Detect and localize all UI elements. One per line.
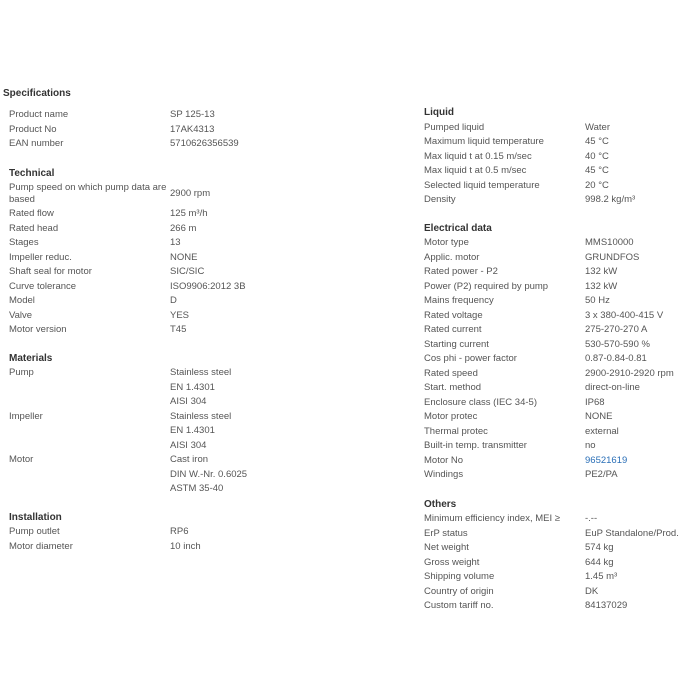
spec-label: Power (P2) required by pump — [424, 280, 549, 292]
spec-value: EuP Standalone/Prod. — [585, 527, 679, 539]
spec-row-motor — [9, 453, 294, 497]
spec-row — [424, 193, 700, 208]
spec-value-line: EN 1.4301 — [170, 381, 215, 393]
spec-value: 266 m — [170, 222, 197, 234]
spec-value: DK — [585, 585, 599, 597]
liquid-section — [424, 106, 700, 208]
spec-label: Gross weight — [424, 556, 480, 568]
spec-label: ErP status — [424, 527, 468, 539]
spec-label: Selected liquid temperature — [424, 179, 540, 191]
spec-value: 574 kg — [585, 542, 614, 553]
spec-row-pump — [9, 366, 294, 410]
spec-row — [424, 121, 700, 136]
spec-value: 17AK4313 — [170, 123, 215, 135]
spec-row — [424, 396, 700, 411]
spec-value: PE2/PA — [585, 469, 618, 480]
spec-value: SP 125-13 — [170, 109, 215, 120]
spec-value: 998.2 kg/m³ — [585, 194, 636, 205]
spec-value: 132 kW — [585, 266, 618, 277]
spec-label: Shipping volume — [424, 571, 495, 582]
spec-label: Motor No — [424, 454, 464, 466]
spec-row — [424, 556, 700, 571]
spec-row — [424, 381, 700, 396]
spec-label: Rated current — [424, 324, 482, 335]
spec-label: Rated voltage — [424, 309, 483, 321]
section-title-installation: Installation — [9, 511, 62, 523]
spec-value: direct-on-line — [585, 382, 640, 393]
spec-value: 45 °C — [585, 165, 609, 176]
spec-row — [9, 251, 294, 266]
spec-label: Maximum liquid temperature — [424, 136, 544, 147]
page-title: Specifications — [3, 88, 71, 99]
spec-value: 5710626356539 — [170, 138, 239, 149]
spec-label: Country of origin — [424, 585, 494, 597]
spec-label: Impeller reduc. — [9, 251, 72, 263]
spec-label: Product No — [9, 123, 57, 135]
spec-label: Motor diameter — [9, 540, 73, 552]
spec-value: -.-- — [585, 513, 598, 524]
spec-label: Motor type — [424, 237, 469, 248]
spec-label: Net weight — [424, 542, 469, 553]
spec-value: MMS10000 — [585, 237, 634, 248]
spec-row-motor-no — [424, 454, 700, 469]
spec-value: YES — [170, 309, 190, 321]
right-column — [424, 106, 700, 614]
spec-row — [424, 135, 700, 150]
spec-row — [424, 251, 700, 266]
installation-section — [9, 511, 294, 555]
spec-row — [9, 525, 294, 540]
spec-row — [9, 236, 294, 251]
spec-row — [9, 294, 294, 309]
spec-row — [424, 265, 700, 280]
spec-value: 0.87-0.84-0.81 — [585, 353, 647, 364]
spec-label: Thermal protec — [424, 425, 488, 437]
spec-row — [424, 425, 700, 440]
spec-label: Motor — [9, 454, 34, 465]
spec-value-line: ASTM 35-40 — [170, 483, 224, 494]
spec-label: Rated power - P2 — [424, 266, 498, 277]
spec-label: Product name — [9, 109, 69, 120]
spec-value: 50 Hz — [585, 295, 610, 306]
spec-value: SIC/SIC — [170, 266, 205, 277]
spec-row — [9, 309, 294, 324]
others-section — [424, 498, 700, 614]
spec-value-line: Stainless steel — [170, 410, 232, 422]
spec-row — [9, 265, 294, 280]
spec-label: Mains frequency — [424, 295, 494, 306]
spec-label: Rated head — [9, 222, 59, 234]
section-title-technical: Technical — [9, 167, 55, 179]
spec-value: 20 °C — [585, 179, 609, 191]
spec-value: NONE — [585, 411, 613, 422]
spec-label: Pumped liquid — [424, 121, 485, 133]
spec-row — [9, 540, 294, 555]
spec-label: Valve — [9, 309, 33, 321]
spec-label: Pump outlet — [9, 526, 60, 537]
spec-row — [424, 512, 700, 527]
electrical-section — [424, 222, 700, 483]
spec-row — [424, 585, 700, 600]
spec-row — [9, 108, 294, 123]
spec-label: Rated speed — [424, 367, 478, 379]
spec-value: RP6 — [170, 526, 189, 537]
spec-row — [424, 570, 700, 585]
spec-row — [424, 309, 700, 324]
spec-row — [424, 294, 700, 309]
motor-no-link[interactable]: 96521619 — [585, 454, 628, 466]
spec-row — [424, 164, 700, 179]
spec-label: Motor version — [9, 324, 67, 335]
spec-row — [9, 323, 294, 338]
spec-label: Pump — [9, 367, 34, 378]
spec-label: Applic. motor — [424, 251, 480, 263]
spec-row — [9, 181, 294, 207]
spec-label: Rated flow — [9, 208, 54, 219]
spec-label: Density — [424, 194, 456, 205]
spec-label: Motor protec — [424, 411, 478, 422]
product-section — [9, 108, 294, 152]
spec-label: Built-in temp. transmitter — [424, 440, 527, 451]
spec-label: Max liquid t at 0.15 m/sec — [424, 150, 532, 162]
spec-row — [424, 280, 700, 295]
spec-value: NONE — [170, 251, 198, 263]
spec-value-line: DIN W.-Nr. 0.6025 — [170, 468, 248, 480]
spec-value: 2900 rpm — [170, 187, 211, 199]
spec-label: Curve tolerance — [9, 280, 77, 292]
spec-value: 275-270-270 A — [585, 324, 648, 335]
spec-value: GRUNDFOS — [585, 251, 640, 263]
spec-label: Model — [9, 295, 35, 306]
spec-label: Enclosure class (IEC 34-5) — [424, 396, 537, 408]
spec-row — [424, 367, 700, 382]
spec-label: EAN number — [9, 138, 64, 149]
spec-row — [424, 179, 700, 194]
spec-label: Start. method — [424, 382, 482, 393]
spec-value: D — [170, 295, 177, 306]
section-title-materials: Materials — [9, 352, 53, 364]
spec-value: Water — [585, 121, 610, 133]
spec-value: ISO9906:2012 3B — [170, 280, 246, 292]
spec-value: 84137029 — [585, 600, 628, 611]
spec-row — [9, 222, 294, 237]
materials-section — [9, 352, 294, 497]
spec-row — [9, 137, 294, 152]
spec-row — [424, 439, 700, 454]
spec-row — [424, 541, 700, 556]
spec-row-impeller — [9, 410, 294, 454]
spec-value: 10 inch — [170, 540, 201, 552]
spec-value: external — [585, 425, 619, 437]
spec-label: Impeller — [9, 410, 43, 422]
section-title-electrical: Electrical data — [424, 222, 492, 234]
spec-value-line: Cast iron — [170, 454, 209, 465]
spec-label: Shaft seal for motor — [9, 266, 92, 277]
section-title-liquid: Liquid — [424, 107, 454, 118]
spec-row — [9, 207, 294, 222]
spec-row — [424, 410, 700, 425]
spec-label: Custom tariff no. — [424, 600, 494, 611]
spec-value: 13 — [170, 237, 181, 248]
spec-value — [170, 410, 231, 454]
spec-value: 2900-2910-2920 rpm — [585, 367, 674, 379]
section-title-others: Others — [424, 498, 457, 510]
spec-row — [424, 352, 700, 367]
spec-value-line: AISI 304 — [170, 396, 207, 407]
spec-label: Max liquid t at 0.5 m/sec — [424, 165, 527, 176]
spec-row — [424, 236, 700, 251]
spec-row — [424, 468, 700, 483]
spec-label: Starting current — [424, 338, 489, 350]
spec-row — [424, 150, 700, 165]
spec-value: 40 °C — [585, 150, 609, 162]
spec-label: Pump speed on which pump data are based — [9, 182, 167, 205]
spec-value: 644 kg — [585, 556, 614, 568]
spec-row — [424, 599, 700, 614]
spec-row — [9, 280, 294, 295]
technical-section — [9, 167, 294, 338]
spec-value — [170, 366, 231, 410]
spec-value: 132 kW — [585, 280, 618, 292]
spec-row — [424, 323, 700, 338]
spec-value-line: AISI 304 — [170, 439, 207, 451]
spec-label: Minimum efficiency index, MEI ≥ — [424, 513, 560, 524]
spec-label: Cos phi - power factor — [424, 353, 517, 364]
spec-value: 45 °C — [585, 136, 609, 147]
spec-label: Windings — [424, 469, 464, 480]
spec-value: 125 m³/h — [170, 208, 208, 219]
spec-label: Stages — [9, 237, 39, 248]
spec-row — [424, 527, 700, 542]
spec-value — [170, 453, 247, 497]
spec-value-line: Stainless steel — [170, 367, 232, 378]
spec-value: T45 — [170, 324, 187, 335]
spec-value: no — [585, 440, 596, 451]
left-column — [9, 108, 294, 554]
spec-value: 530-570-590 % — [585, 338, 650, 350]
spec-value-line: EN 1.4301 — [170, 425, 215, 436]
spec-value: IP68 — [585, 396, 605, 408]
spec-row — [9, 123, 294, 138]
spec-value: 3 x 380-400-415 V — [585, 309, 664, 321]
spec-row — [424, 338, 700, 353]
spec-value: 1.45 m³ — [585, 571, 618, 582]
